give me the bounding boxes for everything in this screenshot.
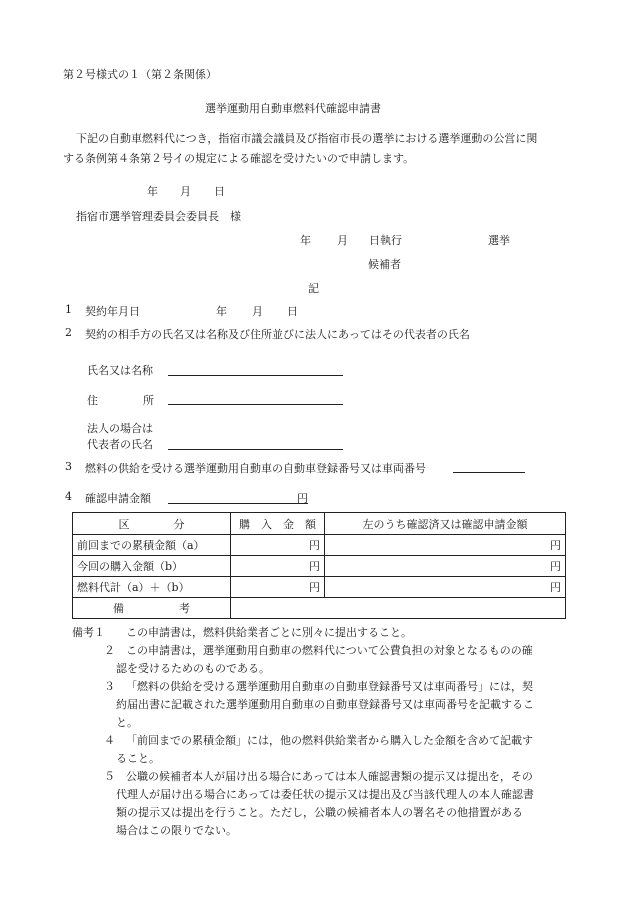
row-label: 前回までの累積金額（a） [73, 535, 231, 556]
note-2-line-1: この申請書は，選挙運動用自動車の燃料代について公費負担の対象となるものの確 [126, 644, 533, 657]
table-row [73, 577, 566, 598]
note-3-number: ３ [104, 680, 115, 693]
header-category: 区 分 [73, 513, 231, 535]
table-row [73, 556, 566, 577]
item4-number: 4 [65, 490, 72, 503]
address-field[interactable] [168, 404, 343, 405]
item1-year: 年 [216, 305, 227, 318]
item3-label: 燃料の供給を受ける選挙運動用自動車の自動車登録番号又は車両番号 [85, 462, 426, 475]
table-header-row [73, 513, 566, 535]
item1-day: 日 [287, 305, 298, 318]
corp-label-2: 代表者の氏名 [87, 438, 153, 451]
note-3-line-3: と。 [116, 716, 138, 729]
item2-label: 契約の相手方の氏名又は名称及び住所並びに法人にあってはその代表者の氏名 [85, 328, 470, 341]
table-row-remarks [73, 598, 566, 619]
ki-marker: 記 [308, 282, 319, 295]
name-field[interactable] [168, 375, 343, 376]
note-5-number: ５ [104, 770, 115, 783]
table-row [73, 535, 566, 556]
confirmed-amount-cell[interactable]: 円 [325, 535, 566, 556]
date-day: 日 [214, 185, 225, 198]
date-month: 月 [180, 185, 191, 198]
name-label: 氏名又は名称 [87, 364, 153, 377]
note-5-line-4: 場合はこの限りでない。 [116, 824, 237, 837]
item4-label: 確認申請金額 [85, 492, 151, 505]
address-label-1: 住 [87, 394, 98, 407]
note-3-line-2: 約届出書に記載された選挙運動用自動車の自動車登録番号又は車両番号を記載するこ [116, 698, 534, 711]
amount-field[interactable] [168, 503, 308, 504]
purchase-amount-cell[interactable]: 円 [231, 556, 325, 577]
remarks-label: 備 考 [73, 598, 231, 619]
election-day: 日執行 [369, 234, 402, 247]
row-label: 燃料代計（a）＋（b） [73, 577, 231, 598]
header-purchase-amount: 購 入 金 額 [231, 513, 325, 535]
note-5-line-3: 類の提示又は提出を行うこと。ただし，公職の候補者本人の署名その他措置がある [116, 806, 523, 819]
intro-line-2: する条例第４条第２号イの規定による確認を受けたいので申請します。 [63, 152, 415, 165]
note-2-number: ２ [104, 644, 115, 657]
confirmed-amount-cell[interactable]: 円 [325, 556, 566, 577]
note-4-line-1: 「前回までの累積金額」には，他の燃料供給業者から購入した金額を含めて記載す [126, 734, 533, 747]
amount-unit: 円 [297, 492, 308, 505]
note-5-line-1: 公職の候補者本人が届け出る場合にあっては本人確認書類の提示又は提出を，その [126, 770, 533, 783]
date-year: 年 [147, 185, 158, 198]
intro-line-1: 下記の自動車燃料代につき，指宿市議会議員及び指宿市長の選挙における選挙運動の公営に関 [76, 132, 538, 145]
representative-field[interactable] [168, 449, 343, 450]
form-number: 第２号様式の１（第２条関係） [63, 68, 217, 81]
address-label-2: 所 [143, 394, 154, 407]
header-confirmed-amount: 左のうち確認済又は確認申請金額 [325, 513, 566, 535]
row-label: 今回の購入金額（b） [73, 556, 231, 577]
purchase-amount-cell[interactable]: 円 [231, 535, 325, 556]
candidate-label: 候補者 [368, 258, 401, 271]
document-title: 選挙運動用自動車燃料代確認申請書 [205, 102, 381, 115]
election-year: 年 [300, 234, 311, 247]
fuel-amount-table [72, 512, 566, 619]
note-2-line-2: 認を受けるためのものである。 [116, 662, 270, 675]
item1-number: 1 [65, 303, 72, 316]
item2-number: 2 [65, 326, 72, 339]
purchase-amount-cell[interactable]: 円 [231, 577, 325, 598]
vehicle-number-field[interactable] [453, 472, 525, 473]
note-1: この申請書は，燃料供給業者ごとに別々に提出すること。 [126, 626, 412, 639]
note-1-prefix: 備考１ [72, 626, 105, 639]
note-4-line-2: ること。 [116, 752, 160, 765]
note-5-line-2: 代理人が届け出る場合にあっては委任状の提示又は提出及び当該代理人の本人確認書 [116, 788, 534, 801]
election-month: 月 [337, 234, 348, 247]
item1-label: 契約年月日 [85, 305, 140, 318]
remarks-cell[interactable] [231, 598, 566, 619]
confirmed-amount-cell[interactable]: 円 [325, 577, 566, 598]
item3-number: 3 [65, 460, 72, 473]
addressee: 指宿市選挙管理委員会委員長 様 [76, 210, 241, 223]
corp-label-1: 法人の場合は [87, 422, 153, 435]
note-3-line-1: 「燃料の供給を受ける選挙運動用自動車の自動車登録番号又は車両番号」には，契 [126, 680, 533, 693]
note-4-number: ４ [104, 734, 115, 747]
item1-month: 月 [252, 305, 263, 318]
election-type: 選挙 [488, 234, 510, 247]
